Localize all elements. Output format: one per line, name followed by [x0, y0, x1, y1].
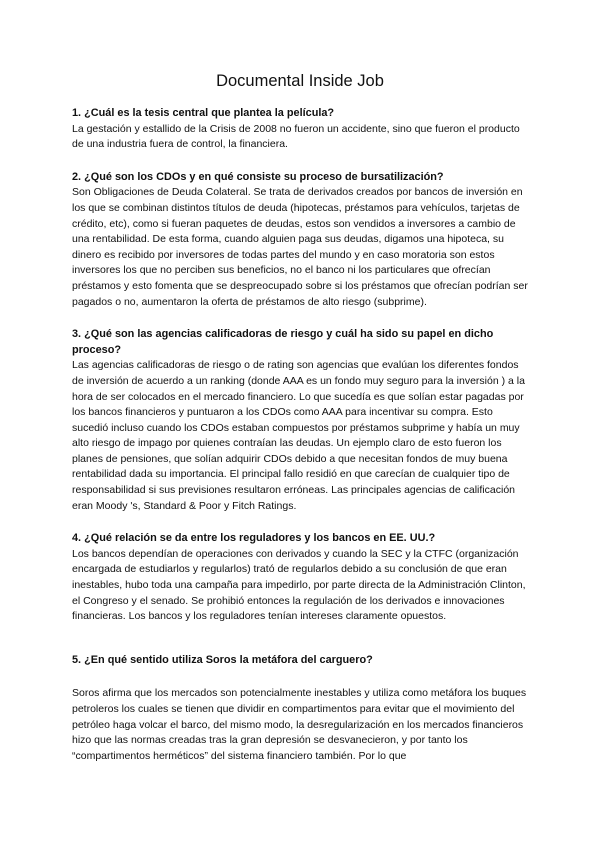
section-1	[72, 106, 528, 153]
section-4	[72, 531, 528, 625]
answer-3: Las agencias calificadoras de riesgo o de rating son agencias que evalúan los diferentes fondos de inversión de acuerdo a un ranking (donde AAA es un fondo muy seguro para la inversión ) a la hora de ser colocados en el mercado financiero. Lo que sucedía es que solían estar pagadas por los bancos financieros y puntuaron a los CDOs como AAA para incentivar su compra. Esto sucedió incluso cuando los CDOs estaban compuestos por préstamos subprime y había un muy alto riesgo de impago por quienes contraían las deudas. Un ejemplo claro de esto fueron los planes de pensiones, que solían adquirir CDOs debido a que necesitan fondos de muy buena rentabilidad dada su importancia. El principal fallo residió en que carecían de cualquier tipo de responsabilidad si sus previsiones resultaron erróneas. Las principales agencias de calificación eran Moody 's, Standard & Poor y Fitch Ratings.	[72, 359, 525, 512]
question-5: 5. ¿En qué sentido utiliza Soros la metáfora del carguero?	[72, 653, 373, 666]
answer-1: La gestación y estallido de la Crisis de 2008 no fueron un accidente, sino que fueron el producto de una industria fuera de control, la financiera.	[72, 122, 520, 151]
answer-5: Soros afirma que los mercados son potencialmente inestables y utiliza como metáfora los buques petroleros los cuales se tienen que dividir en compartimentos para evitar que el movimiento del petróleo haga volcar el barco, del mismo modo, la desregularización en los mercados financieros hizo que las normas creadas tras la gran depresión se desvanecieron, y por tanto los “compartimentos herméticos” del sistema financiero también. Por lo que	[72, 687, 527, 762]
section-5	[72, 653, 528, 765]
question-3: 3. ¿Qué son las agencias calificadoras de riesgo y cuál ha sido su papel en dicho proceso?	[72, 328, 494, 356]
section-3	[72, 327, 528, 514]
document-title: Documental Inside Job	[216, 72, 384, 90]
answer-2: Son Obligaciones de Deuda Colateral. Se trata de derivados creados por bancos de inversión en los que se combinan distintos títulos de deuda (hipotecas, préstamos para vehículos, tarjetas de crédito, etc), como si fueran paquetes de deudas, estos son vendidos a inversores a cambio de una rentabilidad. De esta forma, cuando alguien paga sus deudas, digamos una hipoteca, su dinero es recibido por inversores de todas partes del mundo y en caso moratoria son estos inversores los que no perciben sus beneficios, no el banco ni los particulares que ofrecían préstamos y esto fomenta que se despreocupado sobre si los préstamos que ofrecían podrían ser pagados o no, aumentaron la oferta de préstamos de alto riesgo (subprime).	[72, 186, 528, 308]
section-2	[72, 170, 528, 310]
question-4: 4. ¿Qué relación se da entre los reguladores y los bancos en EE. UU.?	[72, 532, 436, 545]
question-1: 1. ¿Cuál es la tesis central que plantea la película?	[72, 107, 335, 119]
document-page	[72, 70, 528, 781]
answer-4: Los bancos dependían de operaciones con derivados y cuando la SEC y la CTFC (organización encargada de estudiarlos y regularlos) trató de regularlos debido a su conclusión de que eran inestables, hubo toda una campaña para impedirlo, por parte directa de la Administración Clinton, el Congreso y el senado. Se prohibió entonces la regulación de los derivados e innovaciones financieras. Los bancos y los reguladores tenían intereses claramente opuestos.	[72, 547, 526, 623]
question-2: 2. ¿Qué son los CDOs y en qué consiste su proceso de bursatilización?	[72, 170, 444, 183]
